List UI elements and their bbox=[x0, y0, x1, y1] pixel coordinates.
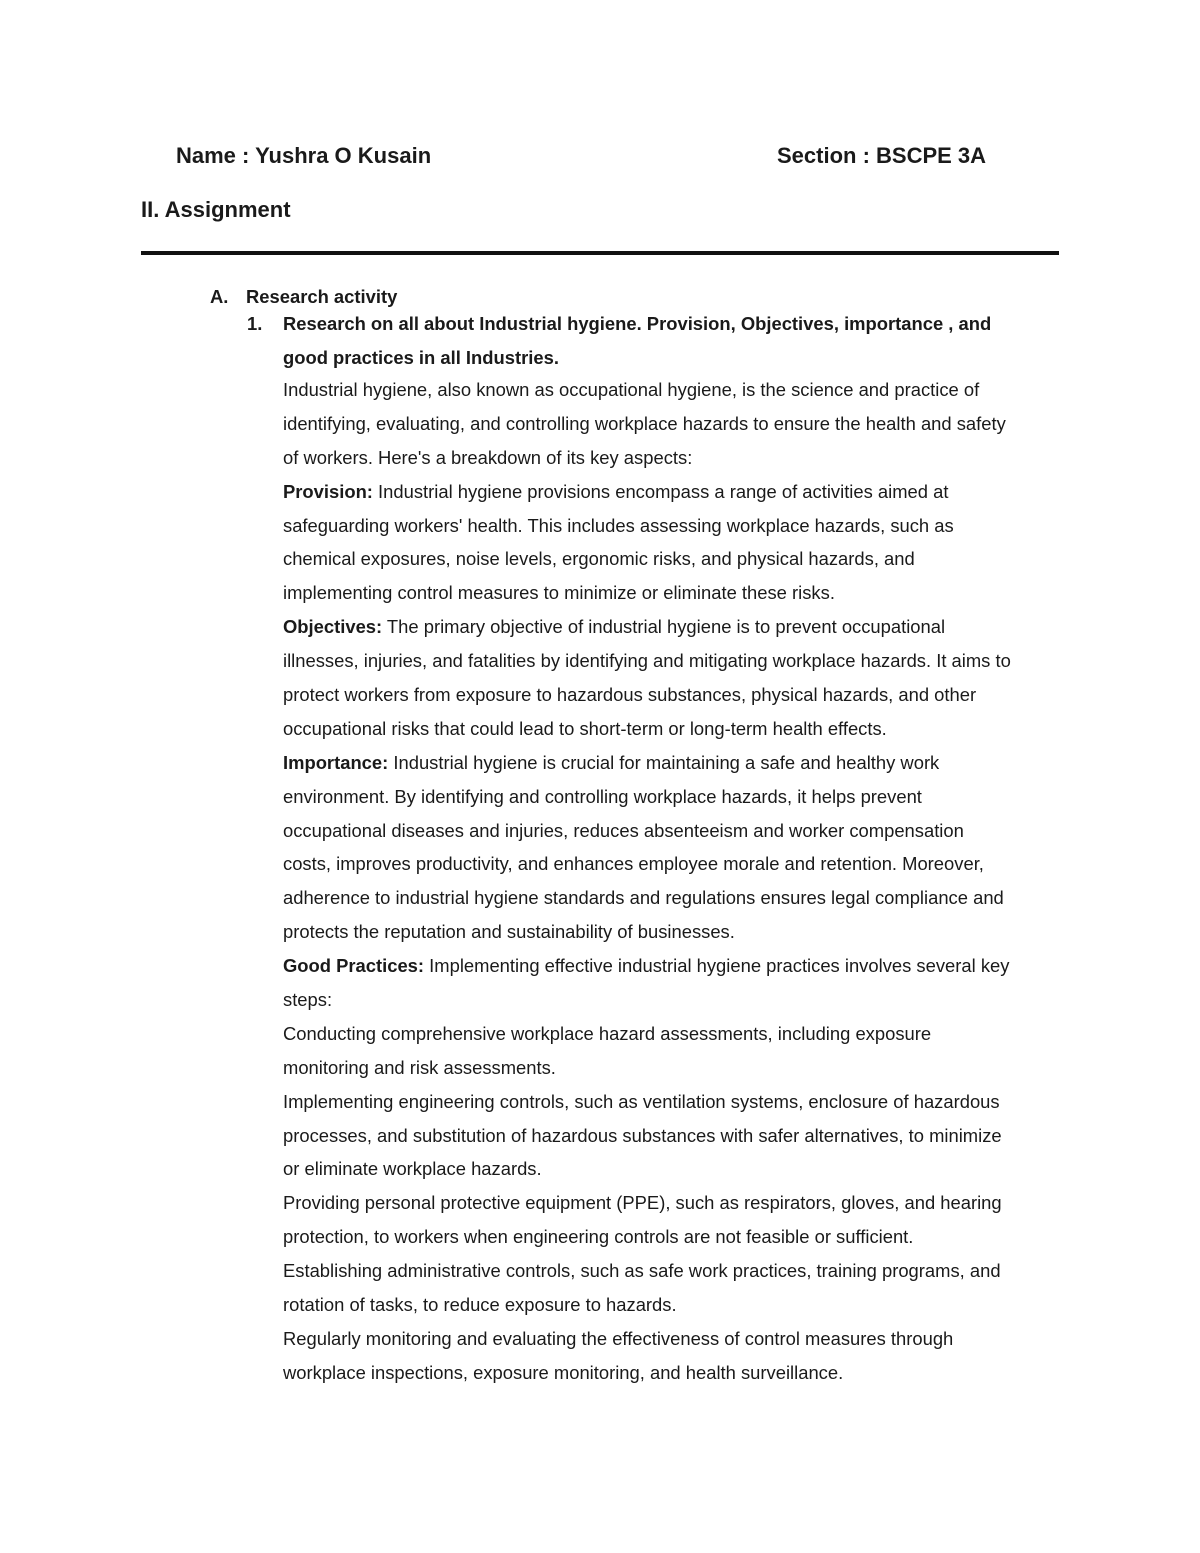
practices-line: or eliminate workplace hazards. bbox=[283, 1158, 542, 1180]
practices-line: Implementing engineering controls, such as ventilation systems, enclosure of hazardous bbox=[283, 1090, 1000, 1112]
importance-label: Importance: bbox=[283, 751, 389, 773]
research-activity-label: Research activity bbox=[246, 286, 398, 307]
practices-line: protection, to workers when engineering controls are not feasible or sufficient. bbox=[283, 1226, 914, 1248]
heading-divider bbox=[141, 251, 1059, 255]
student-section: Section : BSCPE 3A bbox=[777, 143, 987, 168]
importance-line: protects the reputation and sustainability of businesses. bbox=[283, 921, 735, 943]
intro-line: of workers. Here's a breakdown of its key aspects: bbox=[283, 446, 693, 468]
importance-line: Importance: Industrial hygiene is crucial for maintaining a safe and healthy work bbox=[283, 751, 940, 773]
objectives-line: occupational risks that could lead to short-term or long-term health effects. bbox=[283, 717, 887, 739]
intro-line: Industrial hygiene, also known as occupational hygiene, is the science and practice of bbox=[283, 379, 980, 400]
practices-line: Providing personal protective equipment (PPE), such as respirators, gloves, and hearing bbox=[283, 1192, 1002, 1214]
list-marker-a: A. bbox=[210, 286, 229, 307]
objectives-line: illnesses, injuries, and fatalities by identifying and mitigating workplace hazards. It aims to bbox=[283, 650, 1011, 672]
objectives-line: protect workers from exposure to hazardous substances, physical hazards, and other bbox=[283, 684, 977, 706]
practices-line: steps: bbox=[283, 989, 333, 1011]
provision-line: chemical exposures, noise levels, ergonomic risks, and physical hazards, and bbox=[283, 548, 915, 570]
practices-line: rotation of tasks, to reduce exposure to hazards. bbox=[283, 1294, 677, 1316]
intro-line: identifying, evaluating, and controlling workplace hazards to ensure the health and safety bbox=[283, 412, 1006, 434]
practices-line: Good Practices: Implementing effective industrial hygiene practices involves several key bbox=[283, 955, 1010, 977]
provision-line: implementing control measures to minimize or eliminate these risks. bbox=[283, 582, 835, 604]
importance-line: costs, improves productivity, and enhances employee morale and retention. Moreover, bbox=[283, 853, 984, 875]
practices-label: Good Practices: bbox=[283, 955, 425, 977]
practices-line: monitoring and risk assessments. bbox=[283, 1056, 556, 1078]
practices-line: Conducting comprehensive workplace hazard assessments, including exposure bbox=[283, 1022, 932, 1044]
answer-body bbox=[283, 373, 1073, 1390]
provision-line: Provision: Industrial hygiene provisions encompass a range of activities aimed at bbox=[283, 480, 949, 502]
importance-line: adherence to industrial hygiene standards and regulations ensures legal compliance and bbox=[283, 887, 1004, 909]
importance-line: environment. By identifying and controlling workplace hazards, it helps prevent bbox=[283, 785, 922, 807]
question-line-1: Research on all about Industrial hygiene. Provision, Objectives, importance , and bbox=[283, 313, 992, 334]
assignment-heading: II. Assignment bbox=[141, 197, 291, 222]
objectives-label: Objectives: bbox=[283, 616, 383, 638]
practices-line: Establishing administrative controls, such as safe work practices, training programs, and bbox=[283, 1260, 1001, 1282]
objectives-line: Objectives: The primary objective of industrial hygiene is to prevent occupational bbox=[283, 616, 946, 638]
list-marker-1: 1. bbox=[247, 313, 263, 334]
provision-line: safeguarding workers' health. This includes assessing workplace hazards, such as bbox=[283, 514, 954, 536]
question-line-2: good practices in all Industries. bbox=[283, 347, 559, 368]
practices-line: processes, and substitution of hazardous substances with safer alternatives, to minimize bbox=[283, 1124, 1002, 1146]
student-name: Name : Yushra O Kusain bbox=[176, 143, 432, 168]
provision-label: Provision: bbox=[283, 480, 373, 502]
importance-line: occupational diseases and injuries, reduces absenteeism and worker compensation bbox=[283, 819, 964, 841]
practices-line: Regularly monitoring and evaluating the effectiveness of control measures through bbox=[283, 1327, 954, 1349]
practices-line: workplace inspections, exposure monitoring, and health surveillance. bbox=[283, 1361, 844, 1383]
